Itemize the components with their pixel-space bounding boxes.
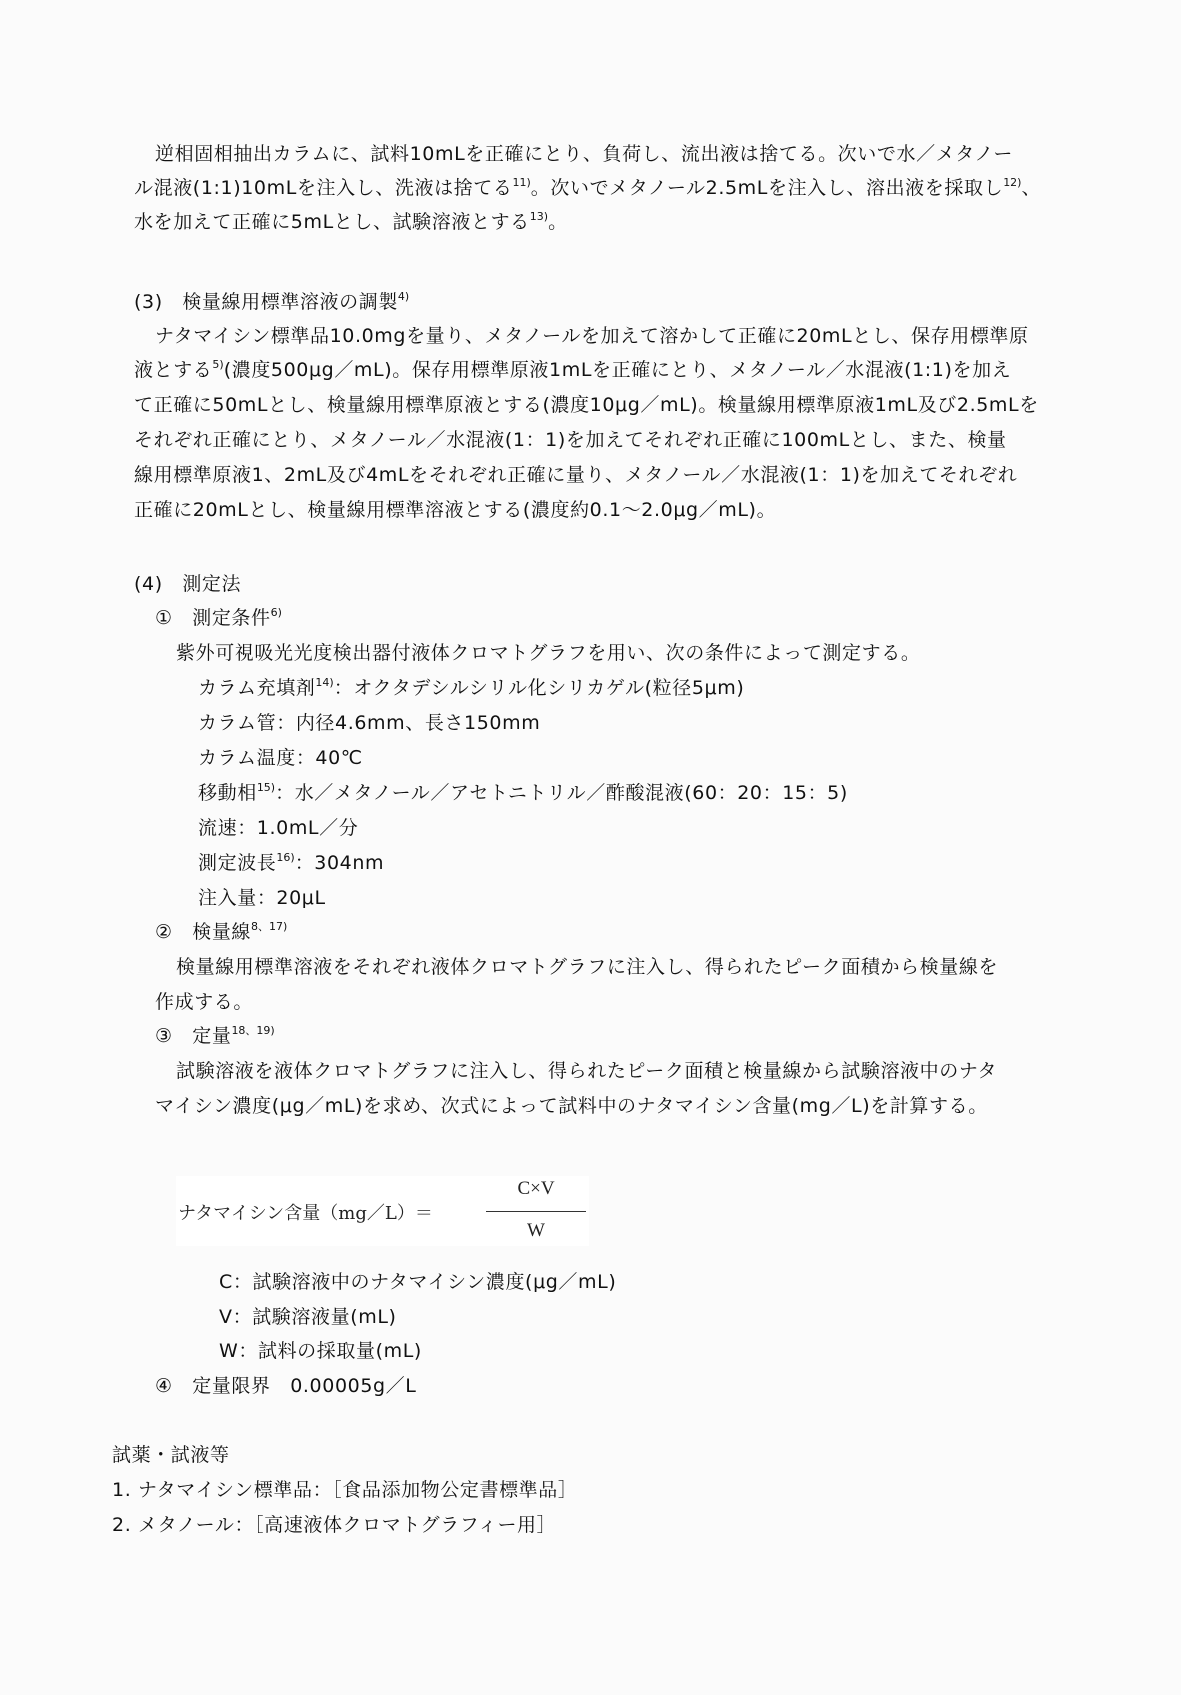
condition-item: カラム温度：40℃ xyxy=(198,747,363,769)
paragraph-line: 線用標準原液1、2mL及び4mLをそれぞれ正確に量り、メタノール／水混液(1：1)を加えてそれぞれ xyxy=(134,464,1018,486)
footnote-ref: 8、17) xyxy=(251,920,288,933)
paragraph-line: ル混液(1:1)10mLを注入し、洗液は捨てる$^{11)}$。次いでメタノール2.5mLを注入し、溶出液を採取し$^{12)}$、 xyxy=(134,176,1042,199)
subsection-heading: ② 検量線$^{8、17)}$ xyxy=(155,920,288,943)
footnote-ref: 4) xyxy=(397,290,410,303)
paragraph-line: 正確に20mLとし、検量線用標準溶液とする(濃度約0.1～2.0μg／mL)。 xyxy=(134,499,777,521)
footnote-ref: 11) xyxy=(512,176,531,189)
paragraph-line: マイシン濃度(μg／mL)を求め、次式によって試料中のナタマイシン含量(mg／L)を計算する。 xyxy=(155,1095,988,1117)
condition-item: カラム管：内径4.6mm、長さ150mm xyxy=(198,712,541,734)
paragraph-line: 作成する。 xyxy=(155,991,254,1013)
fraction-bar xyxy=(486,1211,586,1212)
formula-lhs: ナタマイシン含量（mg／L）＝ xyxy=(178,1203,433,1224)
variable-definition: W：試料の採取量(mL) xyxy=(219,1340,422,1362)
footnote-ref: 18、19) xyxy=(231,1024,275,1037)
condition-item: 流速：1.0mL／分 xyxy=(198,817,359,839)
footnote-ref: 13) xyxy=(529,210,549,223)
reagents-heading: 試薬・試液等 xyxy=(112,1444,230,1466)
paragraph-line: 逆相固相抽出カラムに、試料10mLを正確にとり、負荷し、流出液は捨てる。次いで水／メタノー xyxy=(155,143,1013,165)
section-heading: (4) 測定法 xyxy=(134,573,242,595)
condition-item: 移動相$^{15)}$：水／メタノール／アセトニトリル／酢酸混液(60：20：15：5) xyxy=(198,781,848,804)
reagent-item: 1. ナタマイシン標準品：［食品添加物公定書標準品］ xyxy=(112,1479,578,1501)
paragraph-line: 水を加えて正確に5mLとし、試験溶液とする$^{13)}$。 xyxy=(134,210,568,233)
formula-fraction xyxy=(486,1176,586,1246)
footnote-ref: 5) xyxy=(212,358,224,371)
paragraph-line: それぞれ正確にとり、メタノール／水混液(1：1)を加えてそれぞれ正確に100mLとし、また、検量 xyxy=(134,429,1007,451)
subsection-heading: ④ 定量限界 0.00005g／L xyxy=(155,1375,417,1397)
section-heading: (3) 検量線用標準溶液の調製$^{4)}$ xyxy=(134,290,410,313)
condition-item: 注入量：20μL xyxy=(198,887,326,909)
variable-definition: V：試験溶液量(mL) xyxy=(219,1306,397,1328)
paragraph-line: 検量線用標準溶液をそれぞれ液体クロマトグラフに注入し、得られたピーク面積から検量線を xyxy=(176,956,999,978)
reagent-item: 2. メタノール：［高速液体クロマトグラフィー用］ xyxy=(112,1514,557,1536)
subsection-heading: ③ 定量$^{18、19)}$ xyxy=(155,1024,275,1047)
footnote-ref: 15) xyxy=(256,781,276,794)
variable-definition: C：試験溶液中のナタマイシン濃度(μg／mL) xyxy=(219,1271,617,1293)
formula xyxy=(176,1176,589,1246)
footnote-ref: 6) xyxy=(270,606,282,619)
formula-numerator: C×V xyxy=(517,1178,555,1199)
subsection-heading: ① 測定条件$^{6)}$ xyxy=(155,606,282,629)
paragraph-line: 紫外可視吸光光度検出器付液体クロマトグラフを用い、次の条件によって測定する。 xyxy=(176,642,921,664)
paragraph-line: 液とする$^{5)}$(濃度500μg／mL)。保存用標準原液1mLを正確にとり、メタノール／水混液(1:1)を加え xyxy=(134,358,1012,381)
footnote-ref: 16) xyxy=(276,851,295,864)
paragraph-line: て正確に50mLとし、検量線用標準原液とする(濃度10μg／mL)。検量線用標準原液1mL及び2.5mLを xyxy=(134,394,1039,416)
paragraph-line: 試験溶液を液体クロマトグラフに注入し、得られたピーク面積と検量線から試験溶液中のナタ xyxy=(176,1060,998,1082)
paragraph-line: ナタマイシン標準品10.0mgを量り、メタノールを加えて溶かして正確に20mLとし、保存用標準原 xyxy=(155,325,1029,347)
condition-item: カラム充填剤$^{14)}$：オクタデシルシリル化シリカゲル(粒径5μm) xyxy=(198,676,745,699)
formula-denominator: W xyxy=(527,1220,545,1241)
condition-item: 測定波長$^{16)}$：304nm xyxy=(198,851,385,874)
footnote-ref: 14) xyxy=(315,676,334,689)
footnote-ref: 12) xyxy=(1003,176,1022,189)
